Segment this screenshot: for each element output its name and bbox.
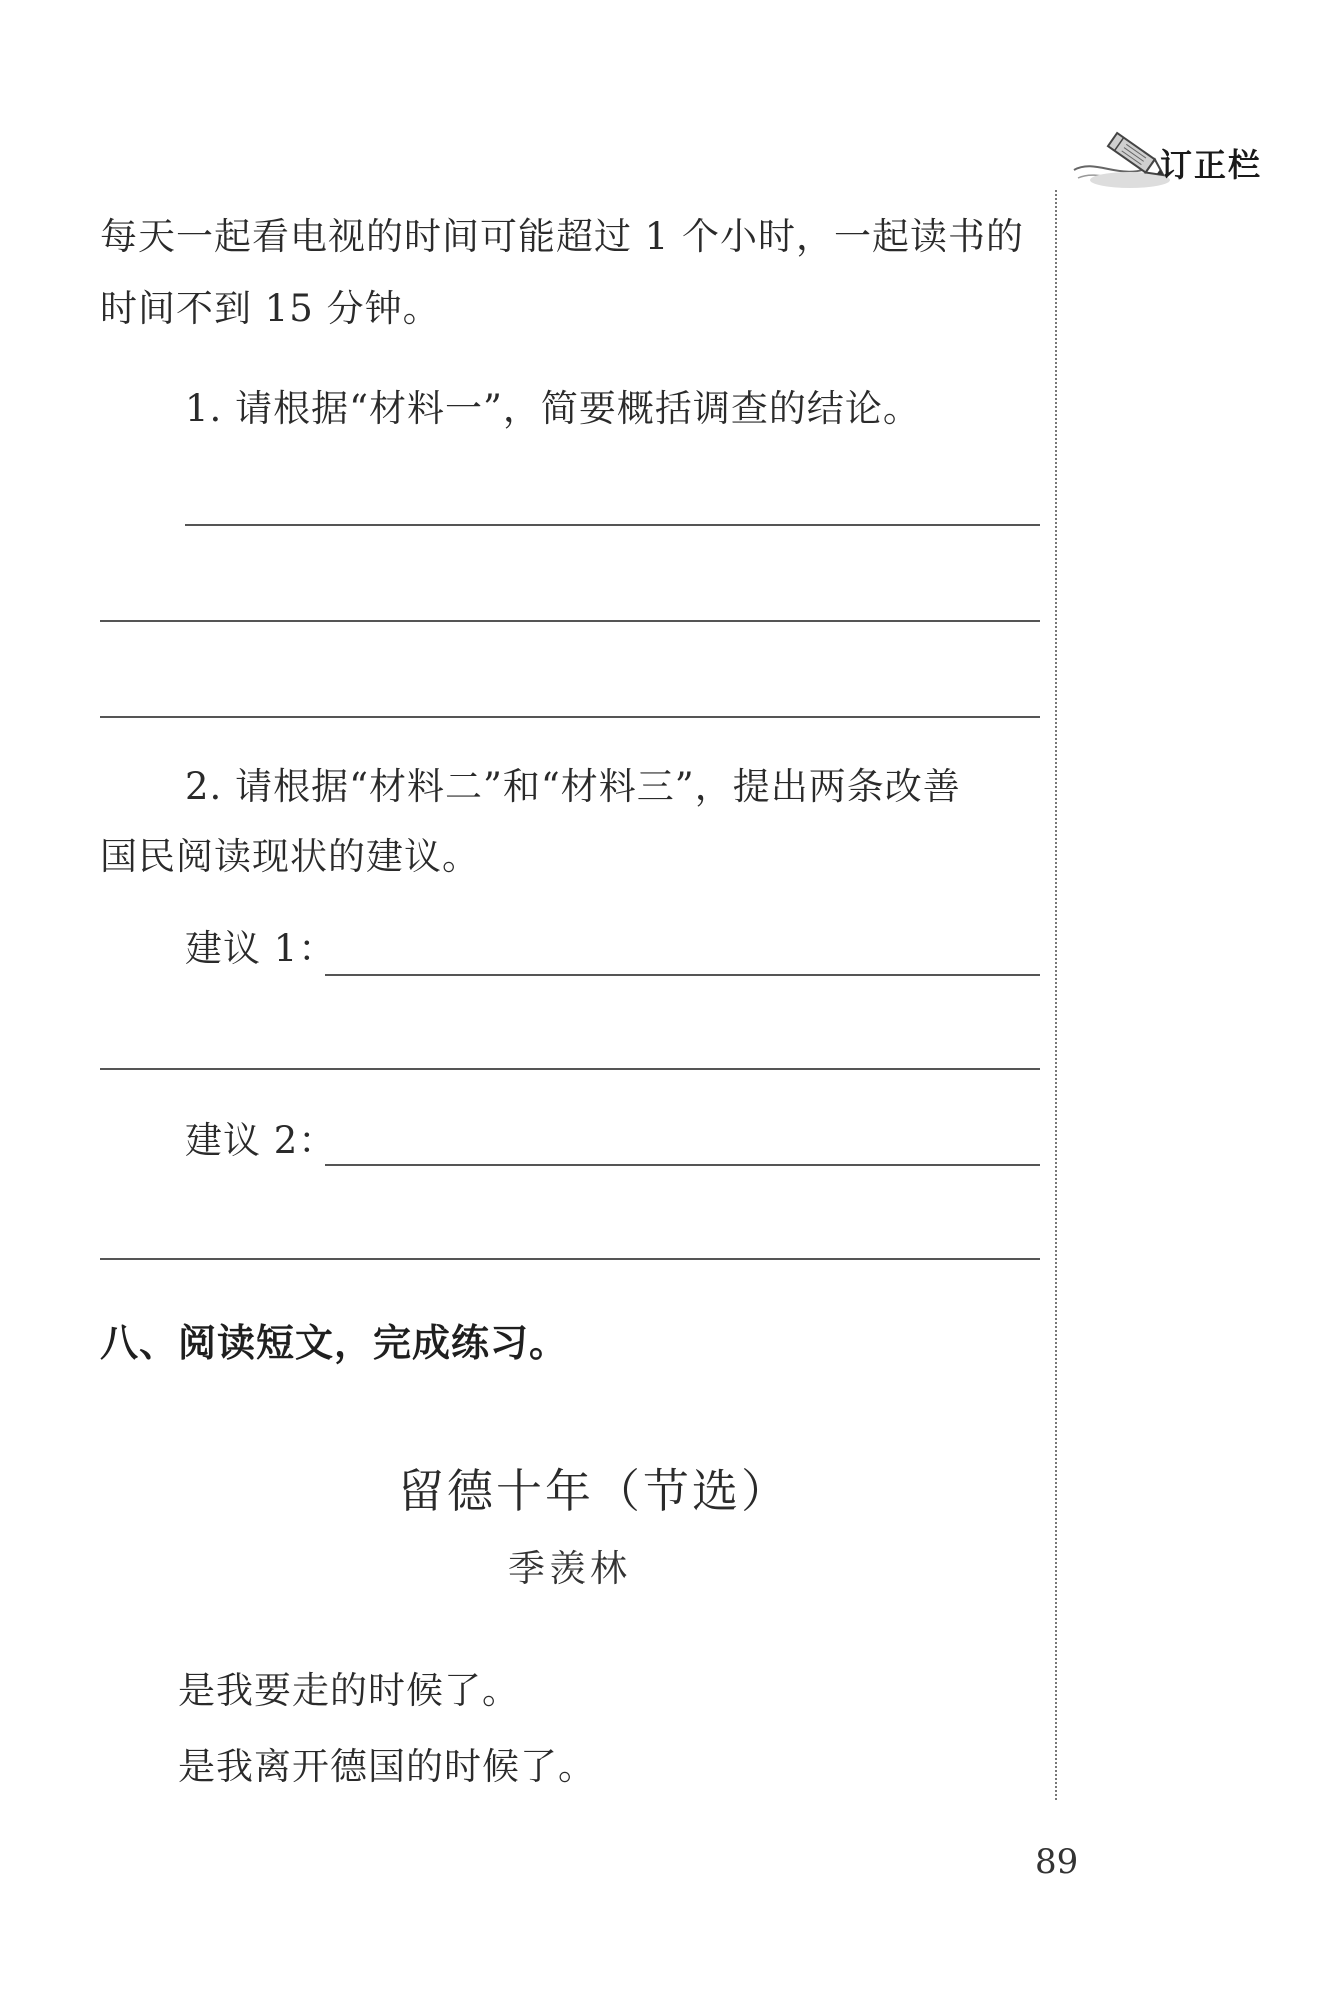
question-1-answer-line-3[interactable] — [100, 716, 1040, 718]
margin-divider — [1055, 190, 1057, 1800]
suggestion-2-answer-line-1[interactable] — [325, 1164, 1040, 1166]
suggestion-1-answer-line-1[interactable] — [325, 974, 1040, 976]
article-title: 留德十年（节选） — [398, 1464, 790, 1518]
question-2-prompt-line-2: 国民阅读现状的建议。 — [100, 835, 480, 878]
suggestion-1-answer-line-2[interactable] — [100, 1068, 1040, 1070]
passage-line-1: 每天一起看电视的时间可能超过 1 个小时，一起读书的 — [100, 215, 1025, 258]
article-author: 季羡林 — [508, 1547, 631, 1590]
question-1-answer-line-1[interactable] — [185, 524, 1040, 526]
section-8-heading: 八、阅读短文，完成练习。 — [100, 1321, 569, 1365]
passage-line-2: 时间不到 15 分钟。 — [100, 287, 441, 330]
article-paragraph-2: 是我离开德国的时候了。 — [178, 1745, 596, 1788]
article-paragraph-1: 是我要走的时候了。 — [178, 1669, 520, 1712]
question-1-prompt: 1. 请根据“材料一”，简要概括调查的结论。 — [185, 387, 921, 430]
question-1-answer-line-2[interactable] — [100, 620, 1040, 622]
suggestion-2-answer-line-2[interactable] — [100, 1258, 1040, 1260]
suggestion-2-label: 建议 2： — [185, 1119, 337, 1162]
suggestion-1-label: 建议 1： — [185, 927, 337, 970]
question-2-prompt-line-1: 2. 请根据“材料二”和“材料三”，提出两条改善 — [185, 765, 961, 808]
correction-column-label: 订正栏 — [1160, 146, 1263, 184]
page-number: 89 — [1035, 1842, 1079, 1882]
